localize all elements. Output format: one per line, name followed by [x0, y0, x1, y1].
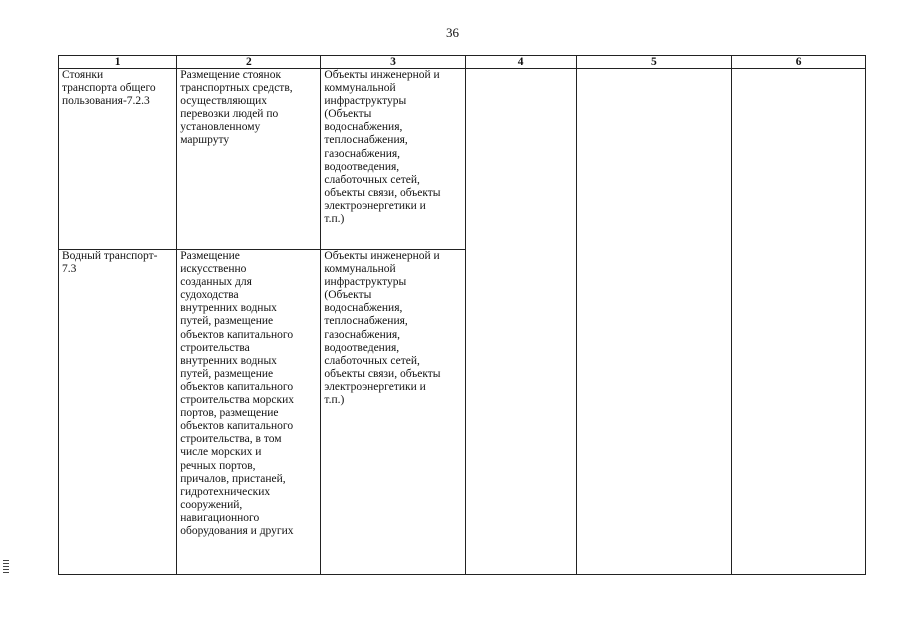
page-number: 36 — [446, 25, 459, 40]
cell-text: Размещение искусственно созданных для судоходства внутренних водных путей, размещение объектов капитального строительства внутренних водных путей, размещение объектов капитального строительства морских портов, размещение объектов капитального строительства, в том числе морских и речных портов, причалов, пристаней, гидротехнических сооружений, навигационного оборудования и других — [180, 250, 295, 537]
table-header-row — [59, 56, 866, 69]
description-cell — [177, 69, 321, 250]
auxiliary-use-cell — [321, 250, 465, 575]
empty-cell-col5 — [576, 69, 732, 575]
empty-cell-col4 — [465, 69, 576, 575]
land-use-type-cell — [59, 250, 177, 575]
column-header-5: 5 — [576, 56, 732, 69]
scan-edge-mark — [3, 560, 9, 575]
cell-text: Объекты инженерной и коммунальной инфраструктуры (Объекты водоснабжения, теплоснабжения, газоснабжения, водоотведения, слаботочных сетей, объекты связи, объекты электроэнергетики и т.п.) — [324, 250, 441, 407]
cell-text: Объекты инженерной и коммунальной инфраструктуры (Объекты водоснабжения, теплоснабжения, газоснабжения, водоотведения, слаботочных сетей, объекты связи, объекты электроэнергетики и т.п.) — [324, 69, 441, 226]
cell-text: Водный транспорт- 7.3 — [62, 250, 158, 276]
column-header-3: 3 — [321, 56, 465, 69]
description-cell — [177, 250, 321, 575]
column-header-2: 2 — [177, 56, 321, 69]
empty-cell-col6 — [732, 69, 866, 575]
table-row — [59, 69, 866, 250]
zoning-table — [58, 55, 866, 575]
cell-text: Стоянки транспорта общего пользования-7.2.3 — [62, 69, 156, 108]
land-use-type-cell — [59, 69, 177, 250]
auxiliary-use-cell — [321, 69, 465, 250]
column-header-4: 4 — [465, 56, 576, 69]
column-header-1: 1 — [59, 56, 177, 69]
column-header-6: 6 — [732, 56, 866, 69]
cell-text: Размещение стоянок транспортных средств, осуществляющих перевозки людей по установленному маршруту — [180, 69, 293, 147]
